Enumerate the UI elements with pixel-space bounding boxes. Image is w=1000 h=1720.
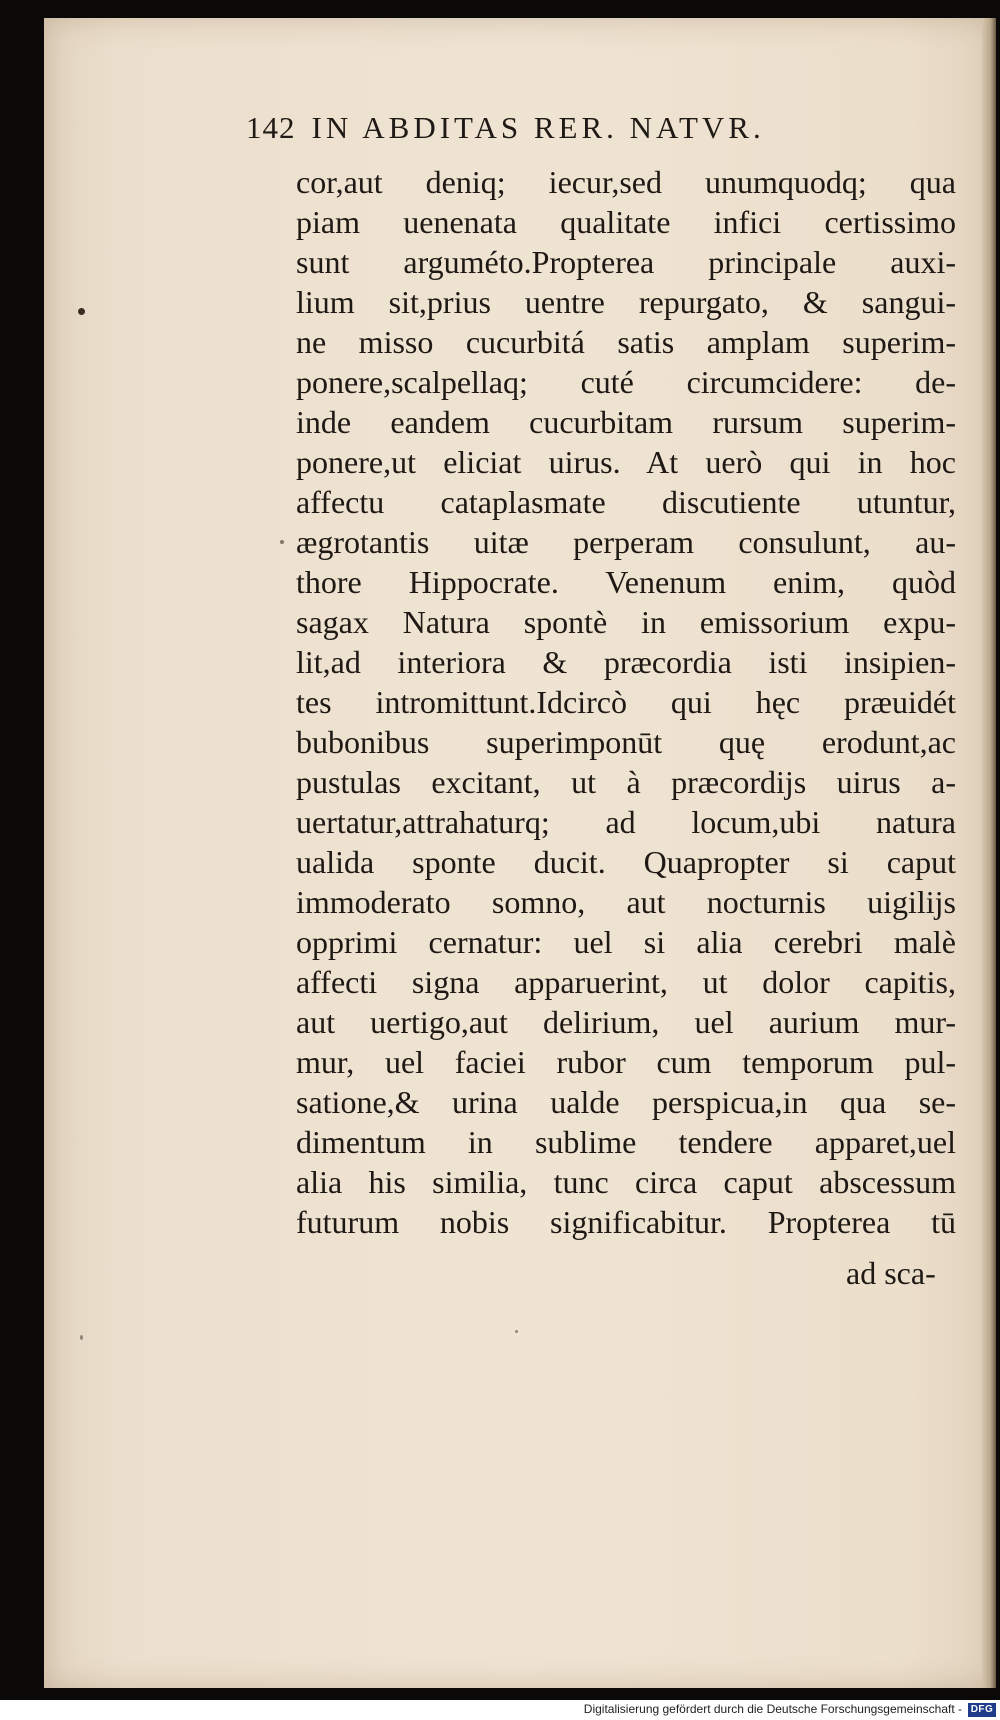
- text-line: cor,aut deniq; iecur,sed unumquodq; qua: [296, 164, 956, 200]
- text-line: satione,& urina ualde perspicua,in qua se-: [296, 1084, 956, 1120]
- dfg-logo: DFG: [968, 1703, 996, 1717]
- text-line: tes intromittunt.Idcircò qui hęc præuidét: [296, 684, 956, 720]
- text-line: sagax Natura spontè in emissorium expu-: [296, 604, 956, 640]
- catchword: ad sca-: [846, 1255, 936, 1291]
- text-line: lium sit,prius uentre repurgato, & sangui-: [296, 284, 956, 320]
- running-head-title: IN ABDITAS RER. NATVR.: [311, 110, 765, 145]
- text-line: ponere,scalpellaq; cuté circumcidere: de-: [296, 364, 956, 400]
- text-line: lit,ad interiora & præcordia isti insipien-: [296, 644, 956, 680]
- text-line: pustulas excitant, ut à præcordijs uirus a-: [296, 764, 956, 800]
- text-line: sunt arguméto.Propterea principale auxi-: [296, 244, 956, 280]
- ink-speck: [515, 1330, 518, 1333]
- text-line: piam uenenata qualitate infici certissimo: [296, 204, 956, 240]
- text-line: ægrotantis uitæ perperam consulunt, au-: [296, 524, 956, 560]
- text-line: ne misso cucurbitá satis amplam superim-: [296, 324, 956, 360]
- text-line: alia his similia, tunc circa caput abscessum: [296, 1164, 956, 1200]
- footer-credit: Digitalisierung gefördert durch die Deutsche Forschungsgemeinschaft -: [583, 1702, 962, 1716]
- ink-speck: [80, 1335, 83, 1340]
- text-line: opprimi cernatur: uel si alia cerebri malè: [296, 924, 956, 960]
- text-line: ponere,ut eliciat uirus. At uerò qui in hoc: [296, 444, 956, 480]
- text-line: affectu cataplasmate discutiente utuntur,: [296, 484, 956, 520]
- text-line: thore Hippocrate. Venenum enim, quòd: [296, 564, 956, 600]
- text-line: dimentum in sublime tendere apparet,uel: [296, 1124, 956, 1160]
- text-line: mur, uel faciei rubor cum temporum pul-: [296, 1044, 956, 1080]
- text-line: aut uertigo,aut delirium, uel aurium mur-: [296, 1004, 956, 1040]
- text-line: uertatur,attrahaturq; ad locum,ubi natura: [296, 804, 956, 840]
- digitization-footer: [0, 1700, 1000, 1720]
- text-line: ualida sponte ducit. Quapropter si caput: [296, 844, 956, 880]
- page-number: 142: [246, 110, 296, 145]
- text-line: bubonibus superimponūt quę erodunt,ac: [296, 724, 956, 760]
- page-edge: [982, 18, 996, 1688]
- text-line: affecti signa apparuerint, ut dolor capitis,: [296, 964, 956, 1000]
- text-line: inde eandem cucurbitam rursum superim-: [296, 404, 956, 440]
- ink-speck: [280, 540, 284, 544]
- text-body: [296, 162, 956, 1242]
- text-line: immoderato somno, aut nocturnis uigilijs: [296, 884, 956, 920]
- text-line: futurum nobis significabitur. Propterea tū: [296, 1204, 956, 1240]
- ink-speck: [78, 308, 85, 315]
- running-head: [246, 110, 946, 146]
